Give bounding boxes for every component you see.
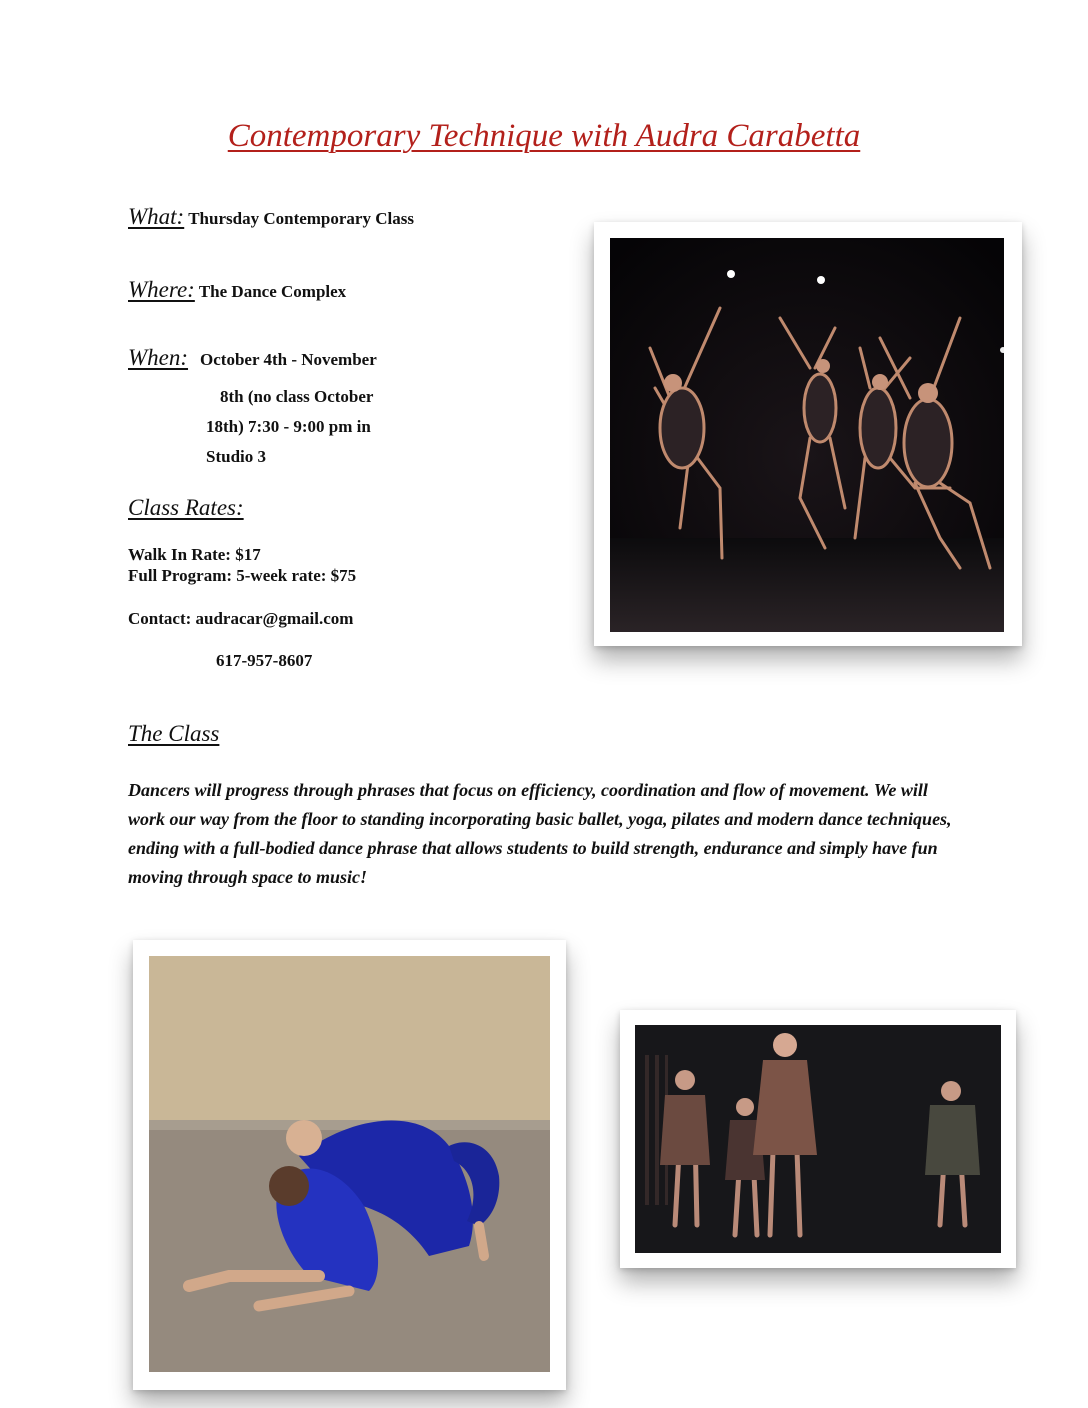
when-line-1: October 4th - November [200, 350, 377, 369]
full-program-rate: Full Program: 5-week rate: $75 [128, 566, 357, 585]
contact-phone: 617-957-8607 [216, 651, 313, 670]
when-line-2: 8th (no class October [220, 387, 374, 406]
when-line-3: 18th) 7:30 - 9:00 pm in [206, 417, 371, 436]
when-row [128, 345, 377, 371]
photo-leaping-dancers [594, 222, 1022, 646]
when-line-4: Studio 3 [206, 447, 266, 466]
leaping-dancers-image [610, 238, 1004, 632]
photo-standing-dancers [620, 1010, 1016, 1268]
class-heading: The Class [128, 721, 220, 746]
where-row [128, 277, 346, 303]
photo-floor-dancers [133, 940, 566, 1390]
class-description: Dancers will progress through phrases that focus on efficiency, coordination and flow of movement. We will work our way from the floor to standing incorporating basic ballet, yoga, pilates and modern dance techniques, ending with a full-bodied dance phrase that allows students to build strength, endurance and simply have fun moving through space to music! [128, 780, 952, 887]
floor-dancers-image [149, 956, 550, 1372]
what-label: What: [128, 204, 185, 229]
contact-email: Contact: audracar@gmail.com [128, 609, 354, 628]
what-value: Thursday Contemporary Class [188, 209, 414, 228]
page-title: Contemporary Technique with Audra Carabetta [227, 118, 861, 154]
class-rates-heading: Class Rates: [128, 495, 244, 520]
walk-in-rate: Walk In Rate: $17 [128, 545, 261, 564]
where-value: The Dance Complex [198, 282, 347, 301]
when-label: When: [128, 345, 189, 370]
what-row [128, 204, 414, 230]
standing-dancers-image [635, 1025, 1001, 1253]
where-label: Where: [128, 277, 195, 302]
